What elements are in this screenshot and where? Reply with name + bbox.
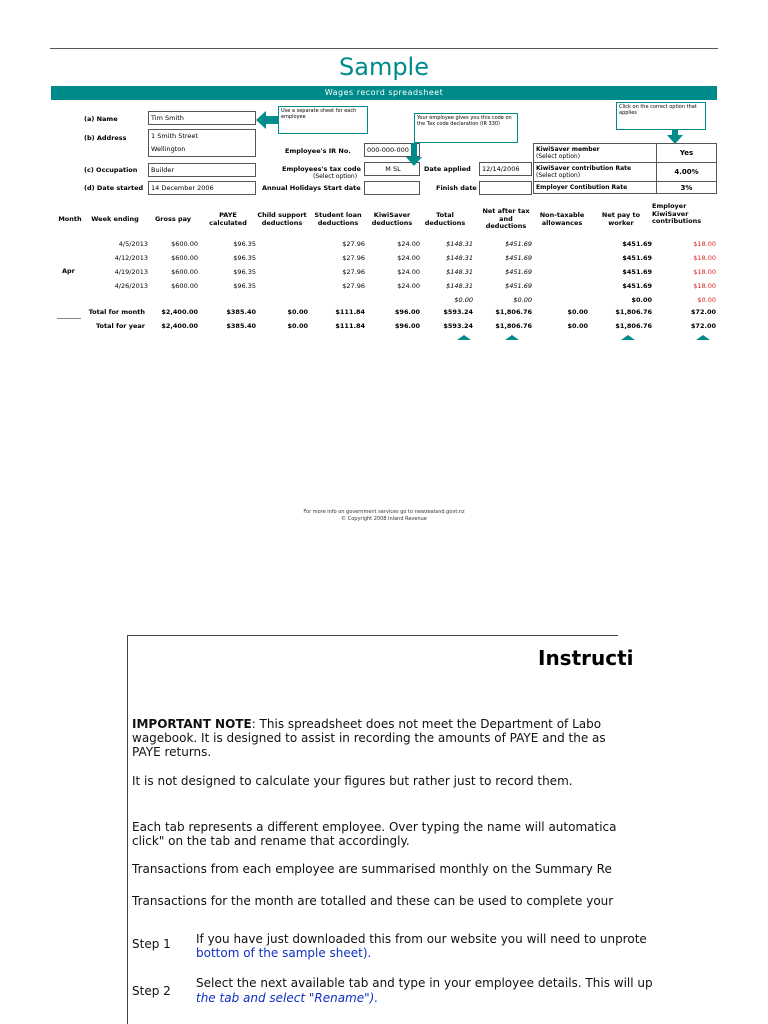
total-ks: $96.00	[394, 322, 420, 330]
name-field[interactable]: Tim Smith	[148, 111, 256, 125]
address-label: (b) Address	[84, 134, 127, 142]
note-line2: wagebook. It is designed to assist in recording the amounts of PAYE and the as	[132, 731, 606, 745]
important-note	[132, 718, 601, 731]
cell-total: $148.31	[446, 254, 473, 262]
total-ks: $96.00	[394, 308, 420, 316]
occupation-field[interactable]: Builder	[148, 163, 256, 177]
cell-net-after: $451.69	[505, 240, 532, 248]
cell-paye: $96.35	[233, 282, 256, 290]
col-nontax: Non-taxable allowances	[539, 211, 585, 227]
total-gross: $2,400.00	[161, 322, 198, 330]
kiwisaver-table	[533, 143, 717, 194]
cell-net-after: $0.00	[513, 296, 532, 304]
cell-total: $148.31	[446, 240, 473, 248]
col-netpay: Net pay to worker	[601, 211, 641, 227]
cell-net-after: $451.69	[505, 268, 532, 276]
total-netpay: $1,806.76	[615, 322, 652, 330]
date-started-label: (d) Date started	[84, 184, 144, 192]
cell-netpay: $451.69	[622, 254, 652, 262]
total-nontax: $0.00	[567, 322, 588, 330]
cell-student: $27.96	[342, 240, 365, 248]
instructions-p4: Transactions from each employee are summarised monthly on the Summary Re	[132, 862, 612, 876]
cell-paye: $96.35	[233, 254, 256, 262]
cell-week: 4/26/2013	[114, 282, 148, 290]
cell-paye: $96.35	[233, 268, 256, 276]
ks-member-value[interactable]: Yes	[657, 144, 717, 163]
instructions-p5: Transactions for the month are totalled and these can be used to complete your	[132, 894, 614, 908]
tax-code-sub: (Select option)	[313, 173, 358, 180]
ird-label: Employee's IR No.	[285, 147, 351, 155]
employer-rate-value[interactable]: 3%	[657, 182, 717, 194]
tax-code-label: Employees's tax code	[282, 165, 361, 173]
step2-text: Select the next available tab and type in your employee details. This will up	[196, 976, 653, 990]
cell-ks: $24.00	[397, 240, 420, 248]
cell-week: 4/5/2013	[118, 240, 148, 248]
arrow-down-icon	[406, 157, 422, 166]
instructions-panel	[127, 635, 653, 1024]
cell-total: $148.31	[446, 268, 473, 276]
cell-netpay: $0.00	[631, 296, 652, 304]
cell-employer-ks: $0.00	[697, 296, 716, 304]
col-paye: PAYE calculated	[209, 211, 247, 227]
cell-net-after: $451.69	[505, 254, 532, 262]
row-rule	[57, 318, 81, 319]
name-label: (a) Name	[84, 115, 118, 123]
address-field[interactable]	[148, 129, 256, 157]
cell-netpay: $451.69	[622, 240, 652, 248]
step2-label: Step 2	[132, 984, 171, 998]
annual-holidays-label: Annual Holidays Start date	[262, 184, 361, 192]
total-employer-ks: $72.00	[690, 322, 716, 330]
address-line2: Wellington	[151, 145, 186, 153]
separate-sheet-note: Use a separate sheet for each employee	[278, 106, 368, 134]
total-total: $593.24	[443, 308, 473, 316]
top-rule	[50, 48, 718, 49]
cell-employer-ks: $18.00	[693, 268, 716, 276]
cell-student: $27.96	[342, 268, 365, 276]
occupation-label: (c) Occupation	[84, 166, 138, 174]
ks-member-sub: (Select option)	[536, 153, 581, 160]
cell-netpay: $451.69	[622, 268, 652, 276]
total-child: $0.00	[287, 322, 308, 330]
instructions-p3b: click" on the tab and rename that accordingly.	[132, 834, 410, 848]
total-gross: $2,400.00	[161, 308, 198, 316]
tax-code-note: Your employee gives you this code on the Tax code declaration (IR 330)	[414, 113, 518, 143]
click-option-note: Click on the correct option that applies	[616, 102, 706, 130]
cell-gross: $600.00	[171, 268, 198, 276]
address-line1: 1 Smith Street	[151, 132, 198, 140]
total-child: $0.00	[287, 308, 308, 316]
cell-ks: $24.00	[397, 268, 420, 276]
cell-ks: $24.00	[397, 282, 420, 290]
cell-gross: $600.00	[171, 282, 198, 290]
step1-label: Step 1	[132, 937, 171, 951]
footer-line2: © Copyright 2008 Inland Revenue	[341, 516, 427, 522]
cell-week: 4/19/2013	[114, 268, 148, 276]
total-employer-ks: $72.00	[690, 308, 716, 316]
kiwisaver-row	[534, 182, 717, 194]
col-net-after: Net after tax and deductions	[482, 207, 530, 230]
total-total: $593.24	[443, 322, 473, 330]
total-net-after: $1,806.76	[495, 308, 532, 316]
important-note-text: : This spreadsheet does not meet the Department of Labo	[251, 717, 602, 731]
step2-hint: the tab and select "Rename").	[196, 991, 379, 1005]
total-netpay: $1,806.76	[615, 308, 652, 316]
total-label: Total for month	[88, 308, 145, 316]
ks-member-label: KiwiSaver member	[536, 146, 600, 153]
cell-student: $27.96	[342, 282, 365, 290]
instructions-p2: It is not designed to calculate your figures but rather just to record them.	[132, 774, 573, 788]
instructions-title: Instructi	[538, 646, 634, 670]
date-applied-label: Date applied	[424, 165, 471, 173]
cell-netpay: $451.69	[622, 282, 652, 290]
up-triangle-icon	[696, 335, 710, 340]
step1-text: If you have just downloaded this from our website you will need to unprote	[196, 932, 647, 946]
finish-date-field[interactable]	[479, 181, 532, 195]
total-student: $111.84	[335, 322, 365, 330]
col-child: Child support deductions	[257, 211, 307, 227]
instructions-p3a: Each tab represents a different employee. Over typing the name will automatica	[132, 820, 617, 834]
ird-field[interactable]: 000-000-000	[364, 143, 420, 157]
col-gross: Gross pay	[154, 215, 192, 223]
cell-paye: $96.35	[233, 240, 256, 248]
annual-holidays-field[interactable]	[364, 181, 420, 195]
cell-gross: $600.00	[171, 240, 198, 248]
total-paye: $385.40	[226, 322, 256, 330]
cell-net-after: $451.69	[505, 282, 532, 290]
arrow-shaft	[265, 116, 279, 124]
col-employer-ks: Employer KiwiSaver contributions	[652, 202, 702, 225]
ks-rate-value[interactable]: 4.00%	[657, 163, 717, 182]
kiwisaver-row	[534, 144, 717, 163]
col-total: Total deductions	[424, 211, 466, 227]
cell-student: $27.96	[342, 254, 365, 262]
ks-rate-label: KiwiSaver contribution Rate	[536, 165, 632, 172]
col-student: Student loan deductions	[314, 211, 362, 227]
kiwisaver-row	[534, 163, 717, 182]
col-week: Week ending	[91, 215, 139, 223]
cell-week: 4/12/2013	[114, 254, 148, 262]
total-nontax: $0.00	[567, 308, 588, 316]
date-started-field[interactable]: 14 December 2006	[148, 181, 256, 195]
col-month: Month	[58, 215, 82, 223]
cell-total: $0.00	[454, 296, 473, 304]
tax-code-field[interactable]: M SL	[364, 162, 420, 176]
total-label: Total for year	[95, 322, 145, 330]
step1-link[interactable]: bottom of the sample sheet).	[196, 946, 372, 960]
up-triangle-icon	[457, 335, 471, 340]
cell-employer-ks: $18.00	[693, 254, 716, 262]
cell-ks: $24.00	[397, 254, 420, 262]
page-title: Sample	[339, 53, 429, 81]
total-student: $111.84	[335, 308, 365, 316]
ks-rate-sub: (Select option)	[536, 172, 581, 179]
up-triangle-icon	[505, 335, 519, 340]
banner: Wages record spreadsheet	[51, 86, 717, 100]
date-applied-field[interactable]: 12/14/2006	[479, 162, 532, 176]
col-ks: KiwiSaver deductions	[371, 211, 413, 227]
up-triangle-icon	[621, 335, 635, 340]
footer-line1: For more info on government services go to newzealand.govt.nz	[303, 509, 465, 515]
note-line3: PAYE returns.	[132, 745, 212, 759]
total-net-after: $1,806.76	[495, 322, 532, 330]
total-paye: $385.40	[226, 308, 256, 316]
cell-employer-ks: $18.00	[693, 240, 716, 248]
cell-gross: $600.00	[171, 254, 198, 262]
cell-employer-ks: $18.00	[693, 282, 716, 290]
month-label: Apr	[62, 267, 75, 275]
cell-total: $148.31	[446, 282, 473, 290]
finish-date-label: Finish date	[436, 184, 477, 192]
employer-rate-label: Employer Contibution Rate	[534, 182, 657, 194]
important-note-label: IMPORTANT NOTE	[132, 717, 252, 731]
